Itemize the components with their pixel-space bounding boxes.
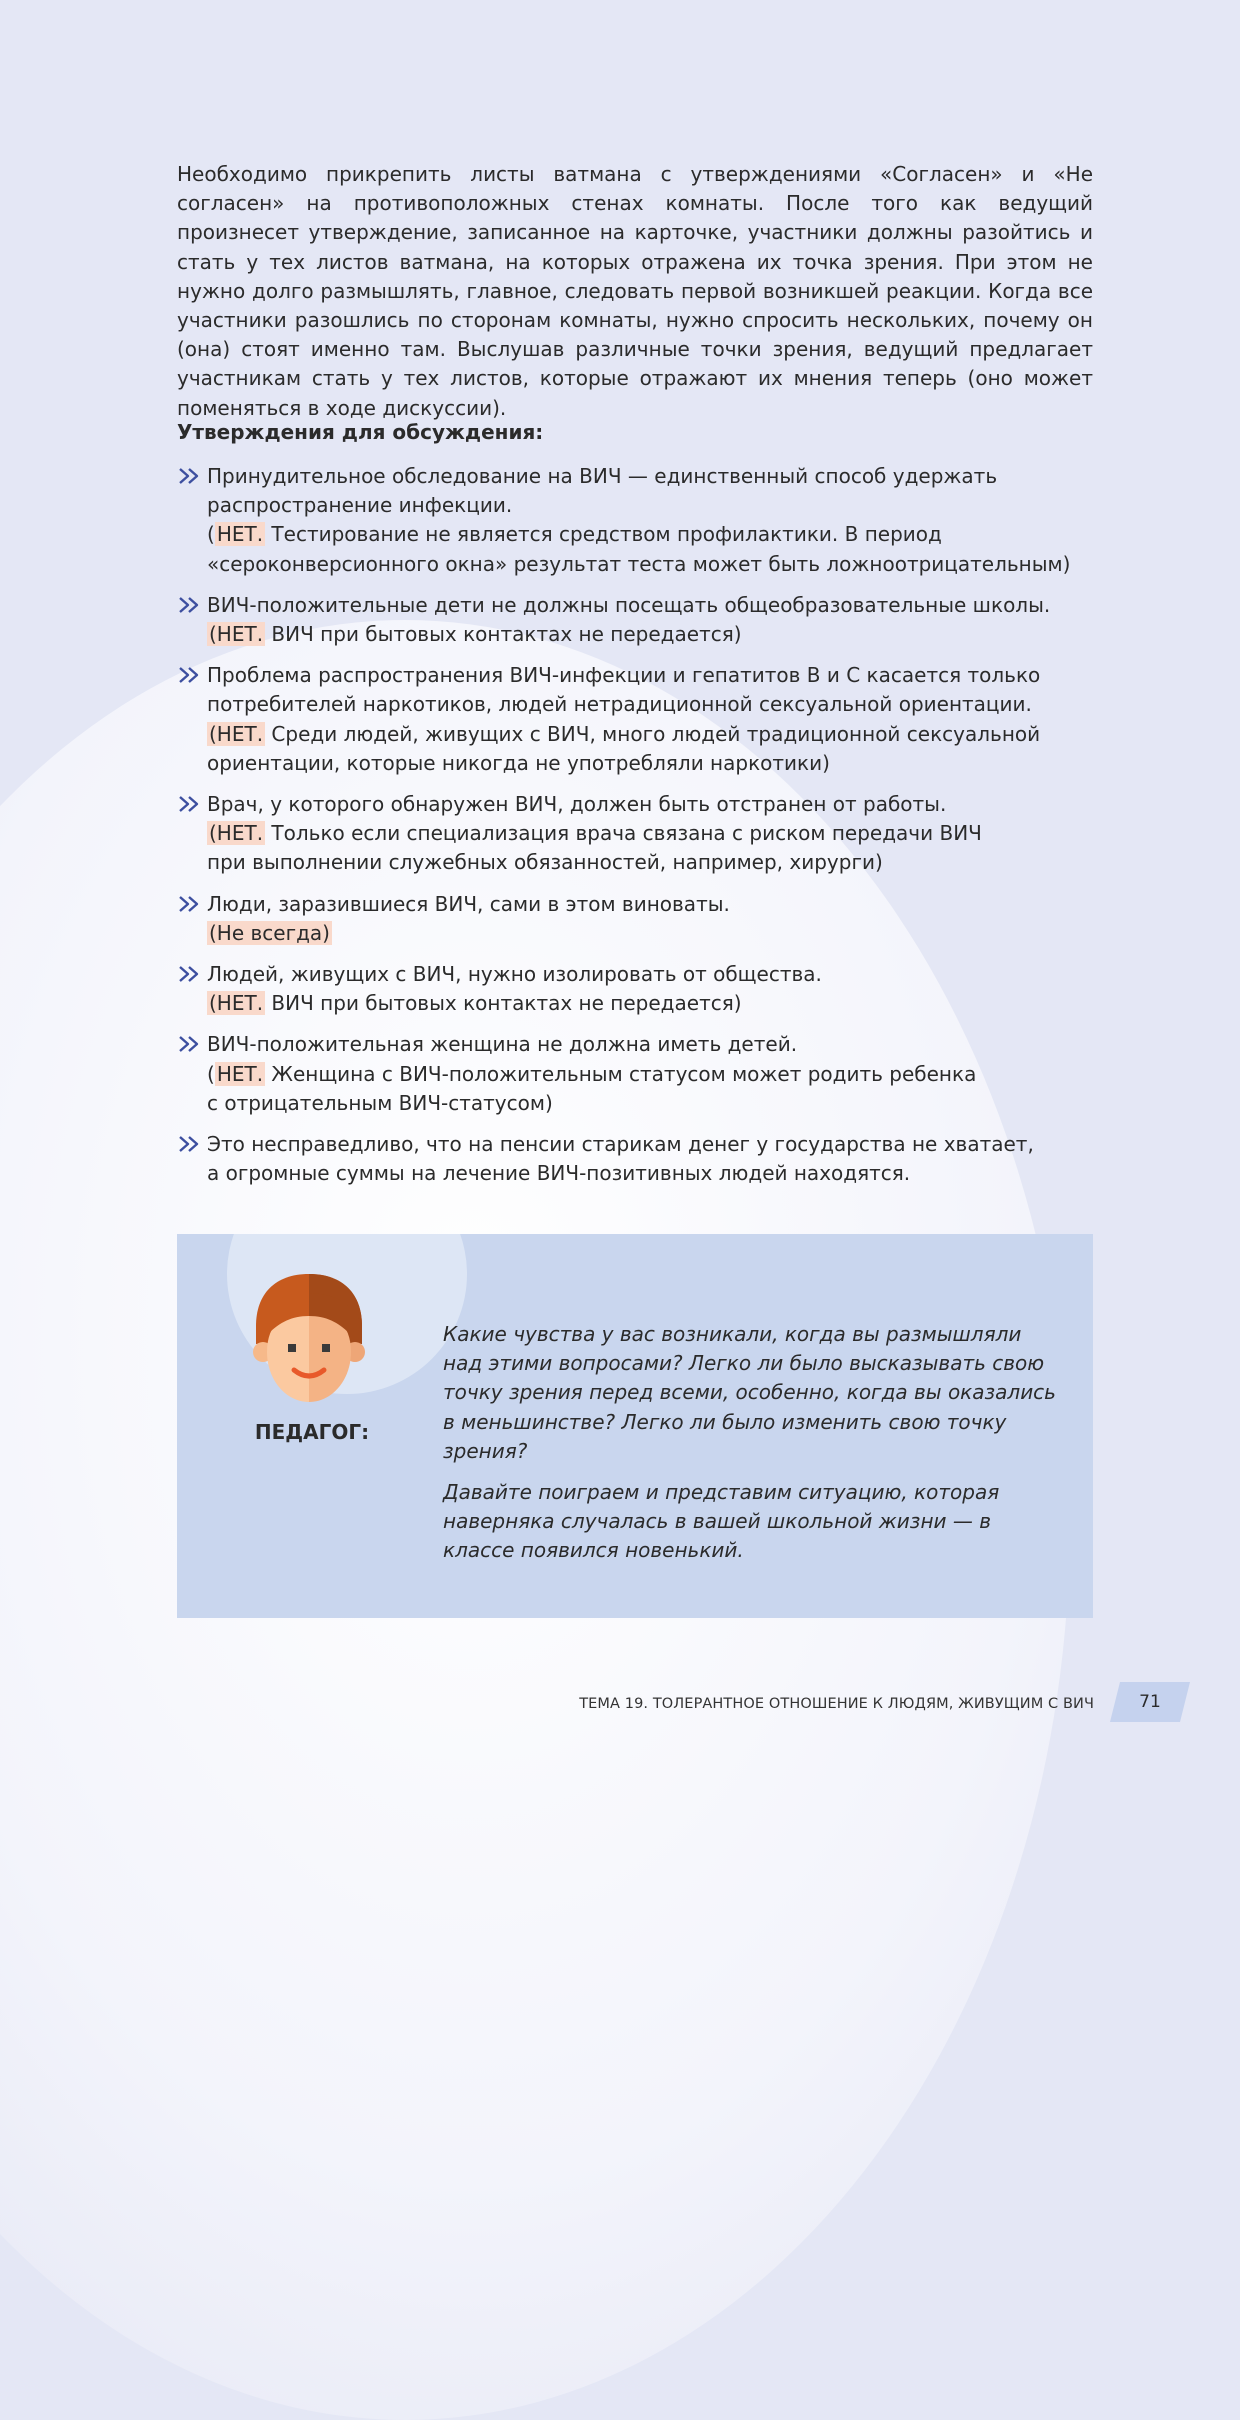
double-chevron-icon (177, 594, 203, 616)
statement-item (177, 462, 1077, 579)
statement-item (177, 1130, 1077, 1188)
page-number: 71 (1139, 1692, 1161, 1712)
statement-item (177, 890, 1077, 948)
answer-highlight: НЕТ. (216, 1061, 264, 1086)
statement-item (177, 1030, 1077, 1118)
callout-paragraph: Давайте поиграем и представим ситуацию, которая наверняка случалась в вашей школьной жизни — в классе появился новенький. (443, 1480, 1000, 1563)
teacher-avatar-icon (250, 1272, 368, 1404)
statement-answer: (НЕТ. ВИЧ при бытовых контактах не передается) (209, 991, 742, 1016)
double-chevron-icon (177, 893, 203, 915)
double-chevron-icon (177, 1133, 203, 1155)
statement-answer: ( НЕТ. Женщина с ВИЧ-положительным статусом может родить ребенка (207, 1061, 977, 1086)
statement-text: Людей, живущих с ВИЧ, нужно изолировать от общества. (207, 962, 822, 987)
statements-list (177, 462, 1077, 1200)
statement-text: Принудительное обследование на ВИЧ — единственный способ удержать (207, 464, 998, 488)
statement-text: а огромные суммы на лечение ВИЧ-позитивных людей находятся. (207, 1161, 911, 1186)
teacher-callout (177, 1234, 1093, 1618)
statement-item (177, 661, 1077, 778)
statement-text: Врач, у которого обнаружен ВИЧ, должен быть отстранен от работы. (207, 792, 947, 817)
statements-heading: Утверждения для обсуждения: (177, 420, 544, 444)
double-chevron-icon (177, 664, 203, 686)
answer-highlight: НЕТ. (216, 522, 264, 547)
statement-answer-cont: при выполнении служебных обязанностей, например, хирурги) (207, 850, 883, 875)
statement-text: Проблема распространения ВИЧ-инфекции и гепатитов В и С касается только (207, 663, 1041, 688)
statement-text: ВИЧ-положительная женщина не должна иметь детей. (207, 1032, 798, 1057)
statement-answer-cont: ориентации, которые никогда не употребляли наркотики) (207, 750, 830, 775)
statement-text: потребителей наркотиков, людей нетрадиционной сексуальной ориентации. (207, 692, 1032, 717)
statement-item (177, 960, 1077, 1018)
statement-answer: (НЕТ. ВИЧ при бытовых контактах не передается) (209, 622, 742, 647)
footer-topic: ТЕМА 19. ТОЛЕРАНТНОЕ ОТНОШЕНИЕ К ЛЮДЯМ, ЖИВУЩИМ С ВИЧ (579, 1696, 1094, 1712)
answer-highlight: (НЕТ. (209, 622, 264, 647)
answer-highlight: (НЕТ. (209, 991, 264, 1016)
double-chevron-icon (177, 793, 203, 815)
statement-answer: (НЕТ. Только если специализация врача связана с риском передачи ВИЧ (209, 821, 982, 846)
answer-highlight: (НЕТ. (209, 721, 264, 746)
callout-quote (443, 1320, 1063, 1578)
statement-text: Это несправедливо, что на пенсии старикам денег у государства не хватает, (207, 1132, 1034, 1157)
double-chevron-icon (177, 465, 203, 487)
statement-answer: (НЕТ. Среди людей, живущих с ВИЧ, много людей традиционной сексуальной (209, 721, 1041, 746)
statement-text: распространение инфекции. (207, 493, 513, 518)
statement-item (177, 591, 1077, 649)
statement-text: Люди, заразившиеся ВИЧ, сами в этом виноваты. (207, 891, 730, 916)
double-chevron-icon (177, 963, 203, 985)
statement-answer: ( НЕТ. Тестирование не является средством профилактики. В период (207, 522, 942, 547)
statement-item (177, 790, 1077, 878)
intro-paragraph: Необходимо прикрепить листы ватмана с утверждениями «Согласен» и «Не согласен» на противоположных стенах комнаты. После того как ведущий произнесет утверждение, записанное на карточке, участники должны разойтись и стать у тех листов ватмана, на которых отражена их точка зрения. При этом не нужно долго размышлять, главное, следовать первой возникшей реакции. Когда все участники разошлись по сторонам комнаты, нужно спросить нескольких, почему он (она) стоят именно там. Выслушав различные точки зрения, ведущий предлагает участникам стать у тех листов, которые отражают их мнения теперь (оно может поменяться в ходе дискуссии). (177, 162, 1093, 420)
callout-paragraph: Какие чувства у вас возникали, когда вы размышляли над этими вопросами? Легко ли было высказывать свою точку зрения перед всеми, особенно, когда вы оказались в меньшинстве? Легко ли было изменить свою точку зрения? (443, 1322, 1056, 1463)
double-chevron-icon (177, 1033, 203, 1055)
answer-highlight: (НЕТ. (209, 821, 264, 846)
callout-role: ПЕДАГОГ: (254, 1420, 370, 1444)
statement-answer-cont: «сероконверсионного окна» результат теста может быть ложноотрицательным) (207, 551, 1071, 576)
statement-answer-cont: с отрицательным ВИЧ-статусом) (207, 1090, 553, 1115)
statement-answer (207, 919, 1077, 948)
answer-highlight: (Не всегда) (209, 920, 330, 945)
statement-text: ВИЧ-положительные дети не должны посещать общеобразовательные школы. (207, 592, 1051, 617)
